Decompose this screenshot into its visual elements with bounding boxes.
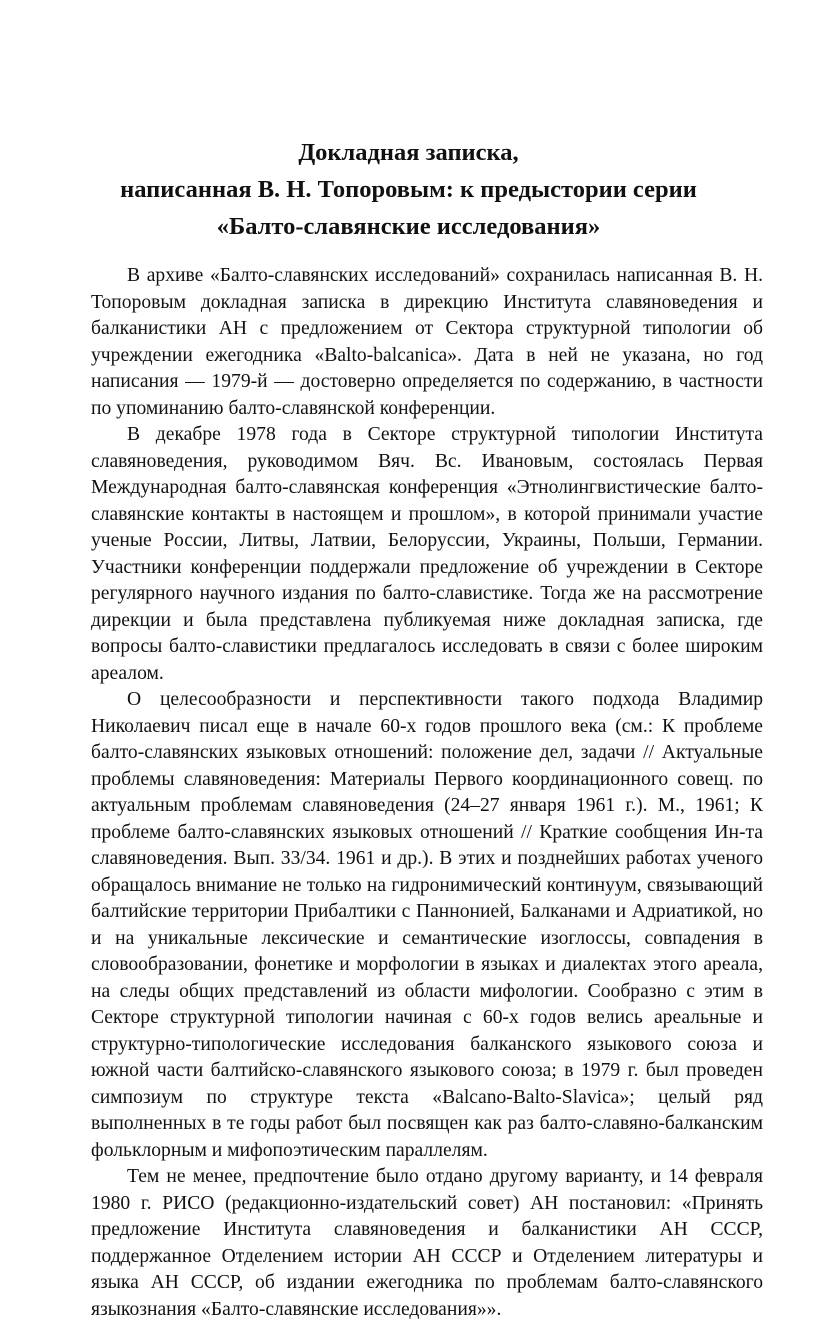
title-line: написанная В. Н. Топоровым: к предыстории серии (120, 176, 697, 204)
title-line: «Балто-славянские исследования» (216, 213, 601, 241)
page-title (60, 134, 757, 245)
paragraph-archive-note: В архиве «Балто-славянских исследований» сохранилась написанная В. Н. Топоровым докладная записка в дирекцию Института славяноведения и балканистики АН с предложением от Сектора структурной типологии об учреждении ежегодника «Balto-balcanica». Дата в ней не указана, но год написания — 1979-й — достоверно определяется по содержанию, в частности по упоминанию балто-славянской конференции. (91, 265, 763, 419)
paragraph-approach: О целесообразности и перспективности такого подхода Владимир Николаевич писал еще в начале 60-х годов прошлого века (см.: К проблеме балто-славянских языковых отношений: положение дел, задачи // Актуальные проблемы славяноведения: Материалы Первого координационного совещ. по актуальным проблемам славяноведения (24–27 января 1961 г.). М., 1961; К проблеме балто-славянских языковых отношений // Краткие сообщения Ин-та славяноведения. Вып. 33/34. 1961 и др.). В этих и позднейших работах ученого обращалось внимание не только на гидронимический континуум, связывающий балтийские территории Прибалтики с Паннонией, Балканами и Адриатикой, но и на уникальные лексические и семантические изоглоссы, совпадения в словообразовании, фонетике и морфологии в языках и диалектах этого ареала, на следы общих представлений из области мифологии. Сообразно с этим в Секторе структурной типологии начиная с 60-х годов велись ареальные и структурно-типологические исследования балканского языкового союза и южной части балтийско-славянского языкового союза; в 1979 г. был проведен симпозиум по структуре текста «Balcano-Balto-Slavica»; целый ряд выполненных в те годы работ был посвящен как раз балто-славяно-балканским фольклорным и мифопоэтическим параллелям. (91, 689, 763, 1161)
paragraph-conference-1978: В декабре 1978 года в Секторе структурной типологии Института славяноведения, руководимом Вяч. Вс. Ивановым, состоялась Первая Международная балто-славянская конференция «Этнолингвистические балто-славянские контакты в настоящем и прошлом», в которой принимали участие ученые России, Литвы, Латвии, Белоруссии, Украины, Польши, Германии. Участники конференции поддержали предложение об учреждении в Секторе регулярного научного издания по балто-славистике. Тогда же на рассмотрение дирекции и была представлена публикуемая ниже докладная записка, где вопросы балто-славистики предлагалось исследовать в связи с более широким ареалом. (91, 424, 763, 684)
paragraph-riso-decision: Тем не менее, предпочтение было отдано другому варианту, и 14 февраля 1980 г. РИСО (редакционно-издательский совет) АН постановил: «Принять предложение Института славяноведения и балканистики АН СССР, поддержанное Отделением истории АН СССР и Отделением литературы и языка АН СССР, об издании ежегодника по проблемам балто-славянского языкознания «Балто-славянские исследования»». (91, 1166, 763, 1320)
article-body (91, 263, 763, 1323)
title-line: Докладная записка, (298, 139, 519, 167)
